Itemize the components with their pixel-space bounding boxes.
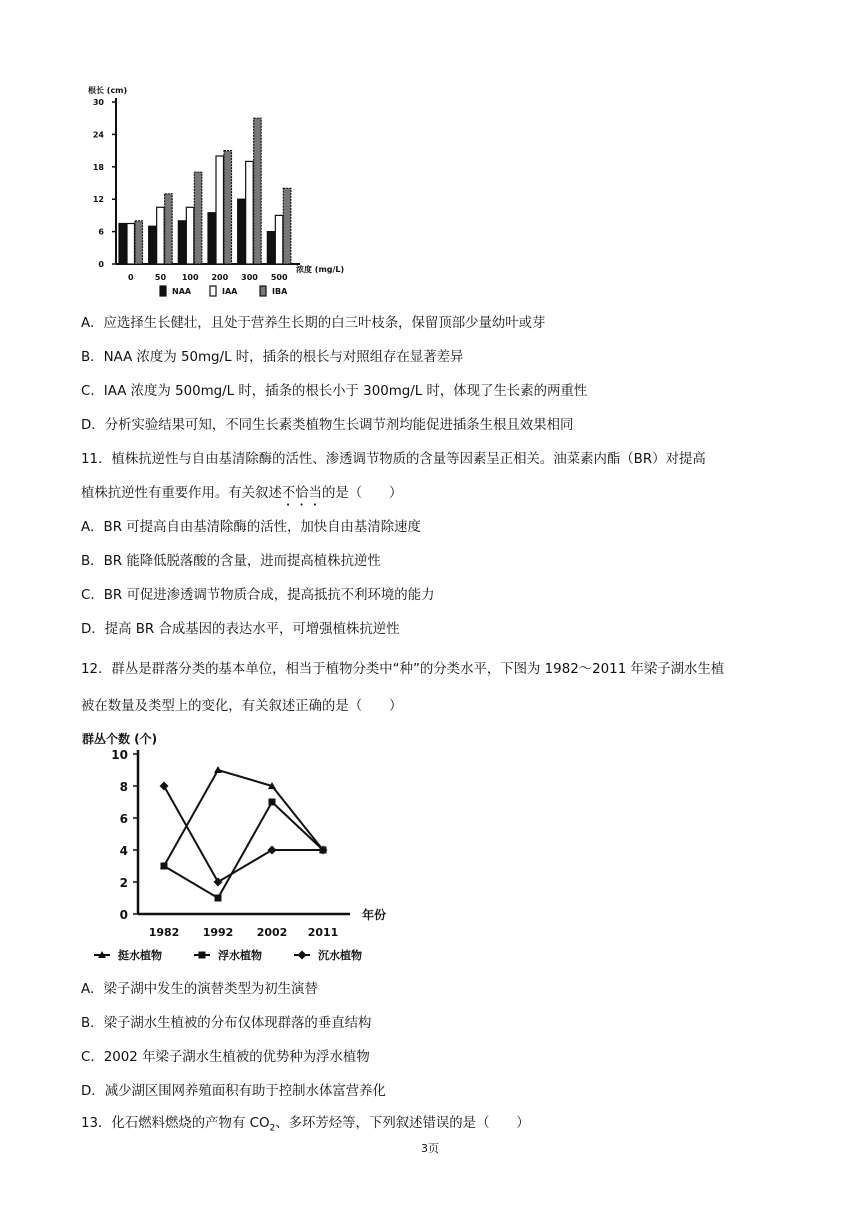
y-tick-label: 8 (119, 780, 128, 794)
y-tick-label: 2 (119, 876, 128, 890)
q12-option-b: B．梁子湖水生植被的分布仅体现群落的垂直结构 (81, 1016, 372, 1031)
bar-iba (194, 172, 202, 264)
y-tick-label: 4 (119, 844, 128, 858)
y-tick-label: 0 (98, 260, 104, 269)
bar-naa (267, 232, 275, 264)
bar-iaa (216, 156, 224, 264)
x-tick-label: 100 (181, 273, 199, 282)
q13-stem-pre: 13．化石燃料燃烧的产物有 CO (81, 1116, 270, 1131)
q13-stem (81, 1114, 530, 1139)
q11-stem-emphasis: 不恰当 (281, 486, 323, 501)
x-tick-label: 500 (270, 273, 288, 282)
root-length-bar-chart (80, 82, 370, 307)
legend-marker-2 (298, 951, 307, 960)
x-tick-label: 2011 (307, 926, 339, 939)
data-point-2 (268, 846, 277, 855)
bar-iaa (275, 215, 283, 264)
data-point-1 (161, 863, 168, 870)
data-point-2 (214, 878, 223, 887)
q12-stem-line1: 12．群丛是群落分类的基本单位，相当于植物分类中“种”的分类水平，下图为 1982～2011 年梁子湖水生植 (81, 662, 725, 677)
y-tick-label: 6 (98, 227, 104, 237)
q11-option-d: D．提高 BR 合成基因的表达水平，可增强植株抗逆性 (81, 622, 400, 637)
q11-option-c: C．BR 可促进渗透调节物质合成，提高抵抗不利环境的能力 (81, 588, 435, 603)
q11-stem-line1: 11．植株抗逆性与自由基清除酶的活性、渗透调节物质的含量等因素呈正相关。油菜素内酯（BR）对提高 (81, 452, 706, 467)
q10-option-d: D．分析实验结果可知，不同生长素类植物生长调节剂均能促进插条生根且效果相同 (81, 418, 574, 433)
data-point-1 (269, 799, 276, 806)
bar-naa (178, 221, 186, 264)
x-axis-label: 年份 (362, 908, 387, 922)
data-point-2 (160, 782, 169, 791)
legend-swatch-iba (260, 286, 266, 296)
y-tick-label: 30 (92, 98, 104, 107)
bar-iba (283, 188, 291, 264)
bar-iba (165, 194, 173, 264)
legend-label-0: 挺水植物 (118, 949, 162, 962)
x-axis-label: 浓度 (mg/L) (296, 265, 345, 274)
y-axis-label: 根长 (cm) (88, 86, 128, 95)
q12-stem-line2: 被在数量及类型上的变化，有关叙述正确的是（ ） (81, 699, 403, 714)
q11-stem-post: 的是（ ） (322, 486, 403, 501)
bar-iaa (186, 207, 194, 264)
x-tick-label: 300 (241, 273, 258, 282)
x-tick-label: 1982 (148, 926, 180, 939)
x-tick-label: 1992 (202, 926, 234, 939)
y-tick-label: 0 (119, 908, 128, 922)
bar-naa (149, 226, 157, 264)
legend-label-2: 沉水植物 (318, 949, 362, 962)
y-tick-label: 12 (92, 195, 104, 205)
q13-stem-post: 、多环芳烃等，下列叙述错误的是（ ） (275, 1116, 530, 1131)
q12-option-d: D．减少湖区围网养殖面积有助于控制水体富营养化 (81, 1084, 386, 1099)
data-point-1 (215, 895, 222, 902)
y-tick-label: 6 (119, 812, 128, 826)
q10-option-c: C．IAA 浓度为 500mg/L 时，插条的根长小于 300mg/L 时，体现了生长素的两重性 (81, 384, 588, 399)
y-tick-label: 24 (92, 130, 104, 140)
series-line-2 (164, 786, 323, 882)
legend-label-iaa: IAA (222, 287, 238, 296)
legend-label-naa: NAA (172, 287, 192, 296)
y-axis-label: 群丛个数 (个) (82, 732, 158, 746)
q10-option-a: A．应选择生长健壮，且处于营养生长期的白三叶枝条，保留顶部少量幼叶或芽 (81, 316, 546, 331)
q11-stem-line2 (81, 484, 402, 509)
x-tick-label: 2002 (256, 926, 288, 939)
x-tick-label: 50 (154, 273, 167, 282)
page-number: 3页 (421, 1142, 439, 1155)
legend-swatch-iaa (210, 286, 216, 296)
bar-iba (224, 151, 232, 264)
q11-option-a: A．BR 可提高自由基清除酶的活性，加快自由基清除速度 (81, 520, 421, 535)
legend-label-1: 浮水植物 (218, 949, 262, 962)
q13-stem-subscript: 2 (269, 1123, 276, 1134)
bar-iba (135, 221, 143, 264)
x-tick-label: 200 (211, 273, 229, 282)
y-tick-label: 10 (111, 748, 128, 762)
data-point-0 (214, 766, 222, 773)
q11-option-b: B．BR 能降低脱落酸的含量，进而提高植株抗逆性 (81, 554, 381, 569)
q12-option-a: A．梁子湖中发生的演替类型为初生演替 (81, 982, 318, 997)
legend-swatch-naa (160, 286, 166, 296)
bar-iaa (127, 224, 135, 265)
legend-label-iba: IBA (272, 287, 288, 296)
legend-marker-1 (199, 952, 206, 959)
vegetation-line-chart (80, 726, 400, 974)
bar-iaa (157, 207, 165, 264)
q11-stem-pre: 植株抗逆性有重要作用。有关叙述 (81, 486, 282, 501)
q12-option-c: C．2002 年梁子湖水生植被的优势种为浮水植物 (81, 1050, 370, 1065)
bar-naa (208, 213, 216, 264)
x-tick-label: 0 (128, 273, 134, 282)
bar-naa (238, 199, 246, 264)
bar-iaa (246, 161, 254, 264)
bar-naa (119, 224, 127, 265)
q10-option-b: B．NAA 浓度为 50mg/L 时，插条的根长与对照组存在显著差异 (81, 350, 464, 365)
y-tick-label: 18 (92, 162, 104, 172)
bar-iba (254, 118, 262, 264)
